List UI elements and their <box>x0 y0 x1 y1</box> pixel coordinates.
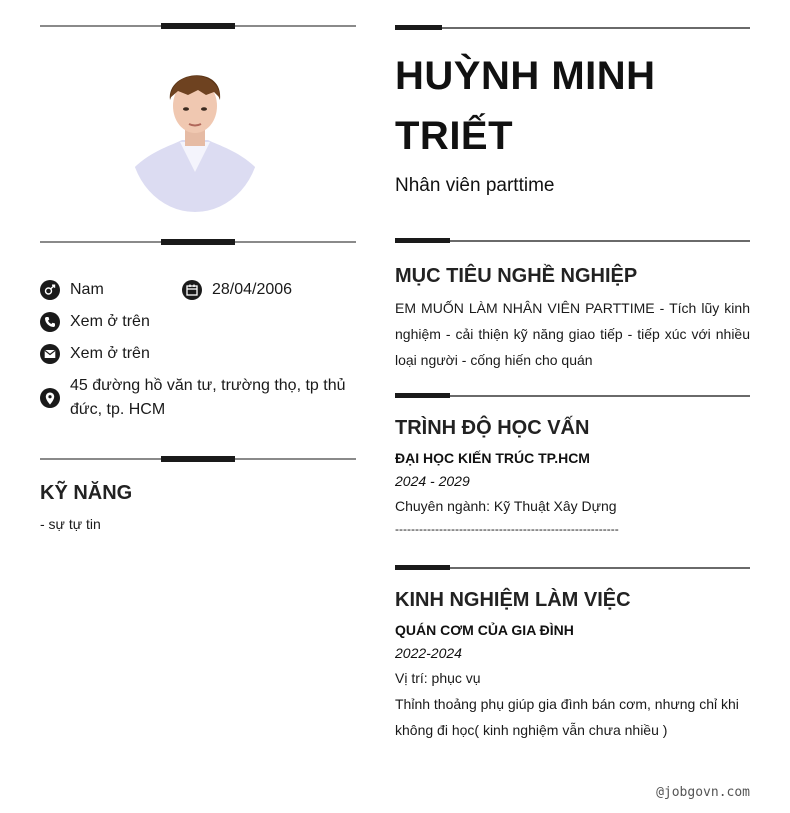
phone-icon <box>40 312 60 332</box>
phone-row <box>40 310 150 334</box>
phone-value: Xem ở trên <box>70 313 150 330</box>
objective-title: MỤC TIÊU NGHỀ NGHIỆP <box>395 265 638 287</box>
gender-value: Nam <box>70 281 104 298</box>
education-major: Chuyên ngành: Kỹ Thuật Xây Dựng <box>395 498 617 514</box>
address-row <box>40 374 356 422</box>
candidate-role: Nhân viên parttime <box>395 175 555 196</box>
skill-item: - sự tự tin <box>40 516 101 532</box>
birthdate-row <box>182 278 292 302</box>
profile-photo <box>130 54 260 212</box>
experience-description: Thỉnh thoảng phụ giúp gia đình bán cơm, nhưng chỉ khi không đi học( kinh nghiệm vẫn chưa nhiều ) <box>395 696 739 738</box>
email-row <box>40 342 150 366</box>
divider-profile-left <box>40 238 356 246</box>
divider-experience <box>395 565 750 571</box>
envelope-icon <box>40 344 60 364</box>
gender-icon <box>40 280 60 300</box>
calendar-icon <box>182 280 202 300</box>
gender-row <box>40 278 104 302</box>
divider-objective <box>395 238 750 244</box>
experience-period: 2022-2024 <box>395 645 462 661</box>
address-value: 45 đường hồ văn tư, trường thọ, tp thủ đức, tp. HCM <box>70 377 346 418</box>
divider-top-right <box>395 25 750 31</box>
map-pin-icon <box>40 388 60 408</box>
education-title: TRÌNH ĐỘ HỌC VẤN <box>395 417 590 439</box>
education-school: ĐẠI HỌC KIẾN TRÚC TP.HCM <box>395 450 590 466</box>
skills-title: KỸ NĂNG <box>40 482 133 504</box>
experience-position: Vị trí: phục vụ <box>395 670 481 686</box>
experience-title: KINH NGHIỆM LÀM VIỆC <box>395 589 631 611</box>
divider-skills-left <box>40 455 356 463</box>
divider-education <box>395 393 750 399</box>
objective-text: EM MUỐN LÀM NHÂN VIÊN PARTTIME - Tích lũy kinh nghiệm - cải thiện kỹ năng giao tiếp - tiếp xúc với nhiều loại người - cống hiến cho quán <box>395 300 750 368</box>
education-separator: -------------------------------------------------------- <box>395 522 619 536</box>
birthdate-value: 28/04/2006 <box>212 281 293 298</box>
experience-company: QUÁN CƠM CỦA GIA ĐÌNH <box>395 622 574 638</box>
email-value: Xem ở trên <box>70 345 150 362</box>
candidate-name: HUỲNH MINH TRIẾT <box>395 54 656 158</box>
education-period: 2024 - 2029 <box>395 473 470 489</box>
divider-top-left <box>40 22 356 30</box>
watermark: @jobgovn.com <box>656 785 750 800</box>
